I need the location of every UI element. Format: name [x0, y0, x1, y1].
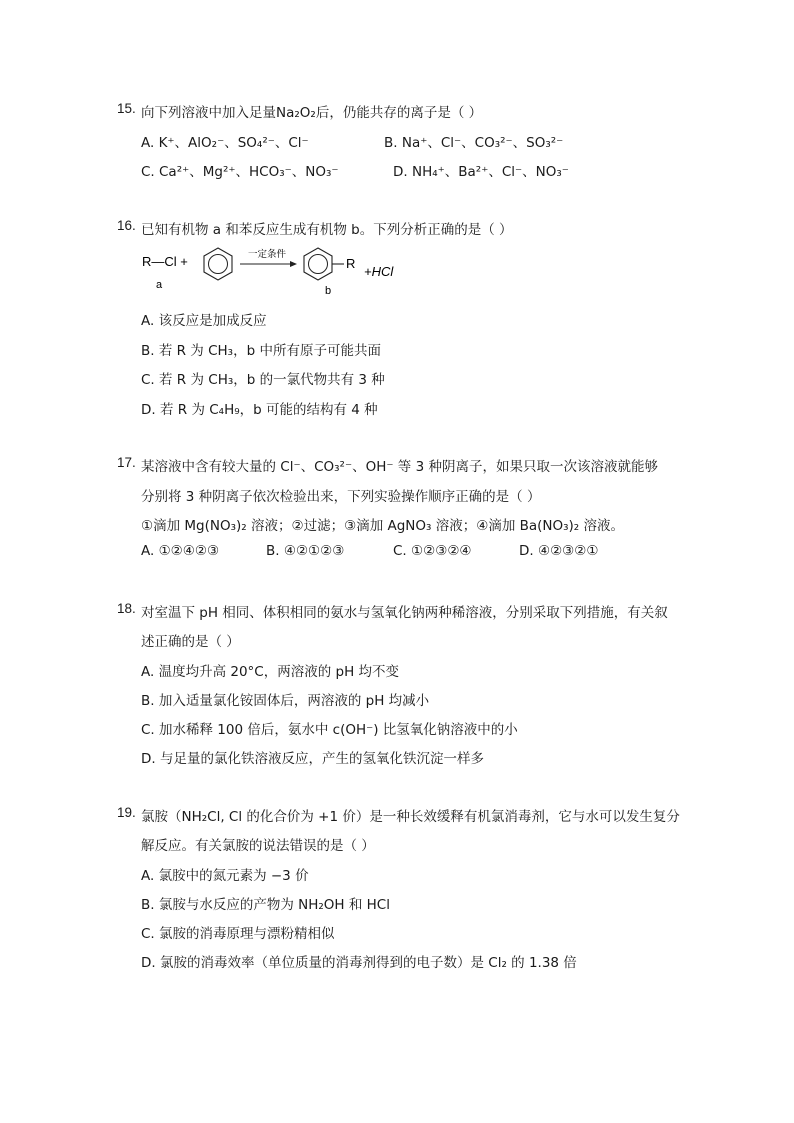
label-a: a — [156, 279, 163, 291]
q19-option-d: D. 氯胺的消毒效率（单位质量的消毒剂得到的电子数）是 Cl₂ 的 1.38 倍 — [141, 955, 577, 971]
q15-option-c: C. Ca²⁺、Mg²⁺、HCO₃⁻、NO₃⁻ — [141, 164, 339, 180]
q17-option-a: A. ①②④②③ — [141, 543, 220, 559]
reactant-text: R—Cl + — [142, 254, 188, 269]
q17-option-d: D. ④②③②① — [519, 543, 599, 559]
q16-option-c: C. 若 R 为 CH₃，b 的一氯代物共有 3 种 — [141, 372, 385, 388]
q16-number: 16. — [117, 218, 136, 233]
q18-option-a: A. 温度均升高 20°C，两溶液的 pH 均不变 — [141, 664, 400, 680]
q19-option-b: B. 氯胺与水反应的产物为 NH₂OH 和 HCl — [141, 897, 390, 913]
q18-stem-line2: 述正确的是（ ） — [141, 634, 240, 650]
q18-option-d: D. 与足量的氯化铁溶液反应，产生的氢氧化铁沉淀一样多 — [141, 751, 484, 767]
byproduct-hcl: +HCl — [364, 264, 394, 279]
substituent-r: R — [346, 256, 356, 271]
q17-option-c: C. ①②③②④ — [393, 543, 472, 559]
q18-stem-line1: 对室温下 pH 相同、体积相同的氨水与氢氧化钠两种稀溶液，分别采取下列措施，有关叙 — [141, 605, 668, 621]
benzene-ring-icon — [304, 248, 344, 280]
q16-option-b: B. 若 R 为 CH₃，b 中所有原子可能共面 — [141, 343, 381, 359]
q19-number: 19. — [117, 805, 136, 820]
q19-option-c: C. 氯胺的消毒原理与漂粉精相似 — [141, 926, 335, 942]
arrow-condition: 一定条件 — [248, 249, 287, 260]
q19-stem-line2: 解反应。有关氯胺的说法错误的是（ ） — [141, 838, 375, 854]
q17-stem-line2: 分别将 3 种阴离子依次检验出来，下列实验操作顺序正确的是（ ） — [141, 489, 541, 505]
q19-option-a: A. 氯胺中的氮元素为 −3 价 — [141, 868, 309, 884]
q18-number: 18. — [117, 601, 136, 616]
q16-stem: 已知有机物 a 和苯反应生成有机物 b。下列分析正确的是（ ） — [141, 222, 513, 238]
reaction-arrow-icon — [240, 261, 297, 267]
label-b: b — [325, 285, 332, 297]
q16-option-d: D. 若 R 为 C₄H₉，b 可能的结构有 4 种 — [141, 402, 378, 418]
q17-number: 17. — [117, 455, 136, 470]
q17-option-b: B. ④②①②③ — [266, 543, 345, 559]
q15-option-a: A. K⁺、AlO₂⁻、SO₄²⁻、Cl⁻ — [141, 135, 309, 151]
benzene-ring-icon — [204, 248, 232, 280]
q15-option-d: D. NH₄⁺、Ba²⁺、Cl⁻、NO₃⁻ — [393, 164, 569, 180]
q16-option-a: A. 该反应是加成反应 — [141, 313, 267, 329]
q15-stem: 向下列溶液中加入足量Na₂O₂后，仍能共存的离子是（ ） — [141, 105, 483, 121]
q15-number: 15. — [117, 101, 136, 116]
q17-stem-line1: 某溶液中含有较大量的 Cl⁻、CO₃²⁻、OH⁻ 等 3 种阴离子，如果只取一次该溶液就能够 — [141, 459, 658, 475]
q17-operations: ①滴加 Mg(NO₃)₂ 溶液；②过滤；③滴加 AgNO₃ 溶液；④滴加 Ba(NO₃)₂ 溶液。 — [141, 518, 625, 534]
q18-option-b: B. 加入适量氯化铵固体后，两溶液的 pH 均减小 — [141, 693, 430, 709]
q19-stem-line1: 氯胺（NH₂Cl, Cl 的化合价为 +1 价）是一种长效缓释有机氯消毒剂，它与水可以发生复分 — [141, 809, 680, 825]
q15-option-b: B. Na⁺、Cl⁻、CO₃²⁻、SO₃²⁻ — [384, 135, 564, 151]
q18-option-c: C. 加水稀释 100 倍后，氨水中 c(OH⁻) 比氢氧化钠溶液中的小 — [141, 722, 518, 738]
reaction-scheme — [138, 244, 438, 300]
